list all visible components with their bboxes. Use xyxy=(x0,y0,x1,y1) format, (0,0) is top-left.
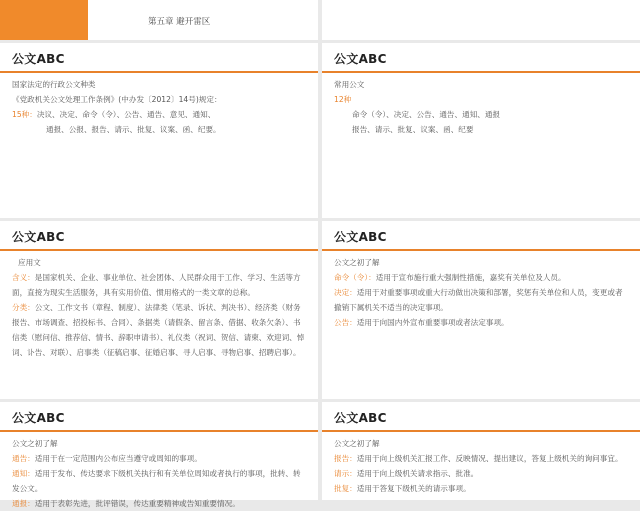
slide-title: 公文ABC xyxy=(12,230,65,244)
slide-blank xyxy=(322,0,640,40)
slide-body xyxy=(322,255,640,330)
section-heading: 公文之初了解 xyxy=(334,258,380,267)
highlight-label: 命令（令）： xyxy=(334,273,376,282)
section-heading: 公文之初了解 xyxy=(334,439,380,448)
slide-body xyxy=(322,77,640,137)
slide-document-intro-2 xyxy=(0,402,318,508)
slide-header xyxy=(322,221,640,251)
slide-document-intro-3 xyxy=(322,402,640,500)
highlight-label: 12种 xyxy=(334,95,352,104)
section-heading: 应用文 xyxy=(18,258,41,267)
text-paragraph: 通报：适用于表彰先进，批评错误，传达重要精神或告知重要情况。 xyxy=(12,499,240,508)
highlight-label: 决定： xyxy=(334,288,357,297)
slide-chapter-header xyxy=(0,0,318,40)
highlight-label: 通告： xyxy=(12,454,35,463)
highlight-label: 请示： xyxy=(334,469,357,478)
text-paragraph: 批复：适用于答复下级机关的请示事项。 xyxy=(334,484,471,493)
text-line: 国家法定的行政公文种类 xyxy=(12,80,96,89)
slide-header xyxy=(322,402,640,432)
text-line: 15种：决议、决定、命令（令）、公告、通告、意见、通知、 xyxy=(12,110,216,119)
text-paragraph: 请示：适用于向上级机关请求指示、批准。 xyxy=(334,469,479,478)
slide-body xyxy=(0,436,318,511)
slide-body xyxy=(0,77,318,137)
slide-body xyxy=(322,436,640,496)
slide-title: 公文ABC xyxy=(334,230,387,244)
text-paragraph: 决定：适用于对重要事项或重大行动做出决策和部署，奖惩有关单位和人员，变更或者撤销下属机关不适当的决定事项。 xyxy=(334,288,623,312)
highlight-label: 分类： xyxy=(12,303,35,312)
text-line: 通报、公报、报告、请示、批复、议案、函、纪要。 xyxy=(46,125,221,134)
slide-header xyxy=(0,402,318,432)
slide-legal-document-types xyxy=(0,43,318,218)
text-paragraph: 报告：适用于向上级机关汇报工作、反映情况、提出建议，答复上级机关的询问事宜。 xyxy=(334,454,623,463)
text-paragraph: 含义：是国家机关、企业、事业单位、社会团体、人民群众用于工作、学习、生活等方面，直接为现实生活服务，具有实用价值、惯用格式的一类文章的总称。 xyxy=(12,273,301,297)
slide-common-document-types xyxy=(322,43,640,218)
highlight-label: 通报： xyxy=(12,499,35,508)
highlight-label: 15种： xyxy=(12,110,37,119)
slide-header xyxy=(0,221,318,251)
slide-title: 公文ABC xyxy=(12,411,65,425)
slide-applied-writing xyxy=(0,221,318,399)
highlight-label: 批复： xyxy=(334,484,357,493)
highlight-label: 通知： xyxy=(12,469,35,478)
slide-title: 公文ABC xyxy=(334,52,387,66)
slide-body xyxy=(0,255,318,360)
slide-title: 公文ABC xyxy=(334,411,387,425)
slide-header xyxy=(0,43,318,73)
chapter-title: 第五章 避开雷区 xyxy=(148,17,211,27)
orange-band xyxy=(0,0,88,40)
text-paragraph: 通知：适用于发布、传达要求下级机关执行和有关单位周知或者执行的事项，批转、转发公文。 xyxy=(12,469,301,493)
text-paragraph: 分类：公文、工作文书（章程、制度）、法律类（笔录、诉状、判决书）、经济类（财务报告、市场调查、招投标书、合同）、条据类（请假条、留言条、借据、收条欠条）、书信类（慰问信、推荐信、情书、辞职申请书）、礼仪类（祝词、贺信、请柬、欢迎词、悼词、讣告、对联）、启事类（征稿启事、征婚启事、寻人启事、寻物启事、招聘启事）。 xyxy=(12,303,305,357)
highlight-label: 公告： xyxy=(334,318,357,327)
text-line: 报告、请示、批复、议案、函、纪要 xyxy=(352,125,474,134)
text-paragraph: 命令（令）：适用于宣布施行重大强制性措施，嘉奖有关单位及人员。 xyxy=(334,273,566,282)
text-line: 命令（令）、决定、公告、通告、通知、通报 xyxy=(352,110,501,119)
section-heading: 公文之初了解 xyxy=(12,439,58,448)
highlight-label: 含义： xyxy=(12,273,35,282)
text-line: 《党政机关公文处理工作条例》(中办发〔2012〕14号)规定： xyxy=(12,95,222,104)
highlight-label: 报告： xyxy=(334,454,357,463)
slide-title: 公文ABC xyxy=(12,52,65,66)
slide-header xyxy=(322,43,640,73)
text-line: 常用公文 xyxy=(334,80,365,89)
text-paragraph: 通告：适用于在一定范围内公布应当遵守或周知的事项。 xyxy=(12,454,202,463)
text-paragraph: 公告：适用于向国内外宣布重要事项或者法定事项。 xyxy=(334,318,509,327)
slide-document-intro-1 xyxy=(322,221,640,399)
